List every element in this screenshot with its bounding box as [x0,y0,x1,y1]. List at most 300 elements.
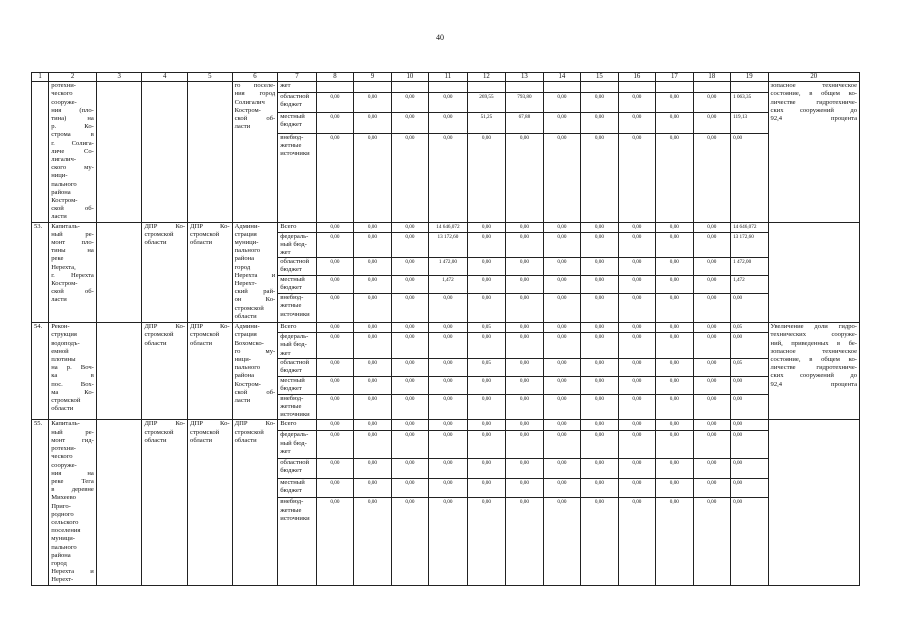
value-cell: 0,00 [467,333,506,359]
value-cell: 0,00 [618,113,655,134]
value-cell [391,82,428,92]
value-cell: 0,00 [543,358,580,376]
value-cell: 0,00 [316,323,353,333]
value-cell: 0,00 [581,431,618,459]
funding-source-cell: федераль- ный бюд- жет [278,333,317,359]
value-cell: 0,00 [731,294,768,323]
column-number-row [32,73,860,82]
result-cell [768,222,859,323]
value-cell: 0,00 [506,431,543,459]
funding-source-cell: местный бюджет [278,113,317,134]
value-cell: 0,00 [581,478,618,498]
value-cell: 0,00 [467,420,506,431]
value-cell [656,82,693,92]
value-cell: 0,00 [581,222,618,232]
value-cell: 0,00 [618,294,655,323]
customer-cell: ДПР Ко- стромской области [142,222,188,323]
funding-source-cell: жет [278,82,317,92]
value-cell: 0,00 [354,276,391,294]
value-cell: 0,00 [429,294,468,323]
value-cell: 0,00 [354,222,391,232]
empty-cell [96,420,142,585]
column-number: 16 [618,73,655,82]
value-cell: 0,00 [316,232,353,258]
value-cell: 0,00 [316,498,353,585]
value-cell: 0,00 [618,133,655,222]
value-cell [429,82,468,92]
value-cell: 0,00 [656,276,693,294]
value-cell: 0,00 [429,376,468,394]
value-cell: 0,00 [429,420,468,431]
value-cell: 0,00 [656,498,693,585]
value-cell: 0,00 [506,232,543,258]
value-cell: 0,00 [656,478,693,498]
value-cell: 0,00 [316,478,353,498]
column-number: 10 [391,73,428,82]
value-cell: 0,00 [506,294,543,323]
value-cell: 0,00 [543,92,580,113]
value-cell: 0,00 [354,459,391,479]
value-cell: 0,00 [618,459,655,479]
value-cell: 0,00 [618,333,655,359]
value-cell: 0,00 [618,276,655,294]
value-cell: 0,00 [506,258,543,276]
value-cell: 0,00 [316,222,353,232]
value-cell: 0,00 [354,376,391,394]
funding-source-cell: Всего [278,420,317,431]
value-cell: 0,00 [618,358,655,376]
recipient-cell: ДПР Ко- стромской области [232,420,278,585]
value-cell: 0,00 [731,376,768,394]
executor-cell: ДПР Ко- стромской области [188,323,233,420]
value-cell: 0,00 [506,358,543,376]
value-cell: 0,00 [354,294,391,323]
value-cell: 0,00 [693,294,730,323]
value-cell: 0,00 [467,394,506,420]
funding-source-cell: внебюд- жетные источники [278,133,317,222]
executor-cell: ДПР Ко- стромской области [188,222,233,323]
empty-cell [96,82,142,222]
empty-cell [96,222,142,323]
value-cell: 0,00 [731,478,768,498]
table-row [32,323,860,333]
funding-source-cell: областной бюджет [278,258,317,276]
value-cell: 0,00 [693,498,730,585]
value-cell: 1,472 [429,276,468,294]
value-cell: 269,55 [467,92,506,113]
value-cell: 0,00 [506,420,543,431]
value-cell: 0,00 [391,431,428,459]
funding-source-cell: федераль- ный бюд- жет [278,431,317,459]
value-cell: 0,00 [391,133,428,222]
value-cell: 0,00 [467,294,506,323]
value-cell: 0,00 [618,232,655,258]
value-cell: 0,00 [429,323,468,333]
value-cell: 0,00 [543,376,580,394]
value-cell: 0,00 [731,333,768,359]
column-number: 19 [731,73,768,82]
value-cell: 0,00 [543,420,580,431]
value-cell [581,82,618,92]
value-cell: 0,00 [391,222,428,232]
value-cell: 0,00 [429,333,468,359]
funding-source-cell: областной бюджет [278,459,317,479]
customer-cell: ДПР Ко- стромской области [142,323,188,420]
funding-source-cell: Всего [278,222,317,232]
page-number: 40 [436,33,444,42]
value-cell: 0,00 [316,431,353,459]
value-cell: 0,00 [467,222,506,232]
recipient-cell: го поселе- ния город Солигалич Костром- ской об- ласти [232,82,278,222]
column-number: 7 [278,73,317,82]
value-cell: 0,00 [543,113,580,134]
value-cell: 14 646,072 [731,222,768,232]
object-name-cell: Капиталь- ный ре- монт гид- ротехни- ческого сооруже- ния на реке Тега в деревне Михеево Приго- родного сельского поселения муници- пального района город Нерехта и Нерехт- [49,420,97,585]
value-cell: 0,00 [316,276,353,294]
value-cell: 0,00 [354,394,391,420]
value-cell: 0,00 [391,420,428,431]
funding-source-cell: Всего [278,323,317,333]
value-cell: 0,00 [506,478,543,498]
funding-table [31,72,860,586]
value-cell: 0,00 [581,498,618,585]
value-cell: 0,00 [731,459,768,479]
funding-source-cell: местный бюджет [278,276,317,294]
value-cell [693,82,730,92]
value-cell: 0,00 [693,222,730,232]
recipient-cell: Админи- страция муници- пального района город Нерехта и Нерехт- ский рай- он Ко- стромской области [232,222,278,323]
value-cell: 0,00 [467,276,506,294]
value-cell: 0,00 [316,294,353,323]
value-cell: 0,00 [581,92,618,113]
value-cell: 0,00 [581,323,618,333]
value-cell: 13 172,60 [731,232,768,258]
column-number: 12 [467,73,506,82]
value-cell: 0,00 [581,376,618,394]
value-cell: 0,00 [731,498,768,585]
column-number: 15 [581,73,618,82]
column-number: 1 [32,73,49,82]
value-cell: 0,00 [467,478,506,498]
value-cell: 0,00 [656,394,693,420]
value-cell: 0,00 [467,376,506,394]
value-cell: 0,00 [656,376,693,394]
value-cell: 0,00 [467,232,506,258]
value-cell: 1 063,35 [731,92,768,113]
value-cell: 0,05 [731,323,768,333]
column-number: 18 [693,73,730,82]
value-cell: 51,25 [467,113,506,134]
value-cell: 0,00 [543,133,580,222]
value-cell: 0,00 [656,133,693,222]
value-cell: 0,00 [581,459,618,479]
value-cell: 1 472,00 [731,258,768,276]
value-cell: 0,00 [581,276,618,294]
value-cell [354,82,391,92]
value-cell: 0,00 [506,323,543,333]
value-cell: 0,00 [429,478,468,498]
value-cell: 0,00 [656,420,693,431]
value-cell: 0,00 [618,420,655,431]
value-cell: 0,00 [506,333,543,359]
value-cell: 0,00 [316,333,353,359]
value-cell: 0,00 [391,276,428,294]
customer-cell: ДПР Ко- стромской области [142,420,188,585]
value-cell: 0,00 [506,376,543,394]
empty-cell [142,82,188,222]
value-cell: 0,00 [581,420,618,431]
value-cell: 0,00 [391,333,428,359]
value-cell [316,82,353,92]
value-cell: 793,80 [506,92,543,113]
value-cell: 0,05 [467,323,506,333]
value-cell: 0,00 [656,232,693,258]
value-cell: 0,00 [354,92,391,113]
value-cell: 0,00 [618,394,655,420]
value-cell: 0,00 [506,459,543,479]
value-cell: 0,00 [656,459,693,479]
value-cell: 67,88 [506,113,543,134]
value-cell: 0,00 [316,459,353,479]
value-cell: 0,00 [354,358,391,376]
value-cell: 0,00 [731,133,768,222]
value-cell: 14 646,072 [429,222,468,232]
value-cell: 0,00 [391,232,428,258]
column-number: 2 [49,73,97,82]
column-number: 5 [188,73,233,82]
table-row [32,82,860,92]
value-cell: 0,00 [618,323,655,333]
value-cell: 119,13 [731,113,768,134]
value-cell: 0,00 [391,258,428,276]
value-cell: 0,00 [391,323,428,333]
value-cell: 0,00 [656,323,693,333]
value-cell: 0,00 [429,431,468,459]
value-cell: 0,00 [543,323,580,333]
value-cell: 0,00 [506,133,543,222]
object-name-cell: ротехни- ческого сооруже- ния (пло- тина) на р. Ко- строма в г. Солига- личе Со- лигалич- ского му- ници- пального района Костром- ской об- ласти [49,82,97,222]
funding-source-cell: внебюд- жетные источники [278,394,317,420]
value-cell: 1,472 [731,276,768,294]
value-cell: 0,00 [429,113,468,134]
value-cell: 0,00 [467,133,506,222]
row-number-cell: 55. [32,420,49,585]
value-cell [543,82,580,92]
value-cell: 0,00 [656,431,693,459]
value-cell: 0,00 [506,222,543,232]
value-cell: 0,00 [731,431,768,459]
value-cell: 0,00 [354,420,391,431]
object-name-cell: Рекон- струкция водоподъ- емной плотины на р. Воч- ка в пос. Вох- ма Ко- стромской области [49,323,97,420]
value-cell [506,82,543,92]
value-cell: 0,00 [391,376,428,394]
value-cell: 0,00 [543,258,580,276]
value-cell: 0,00 [693,333,730,359]
value-cell: 0,00 [543,431,580,459]
value-cell [467,82,506,92]
value-cell: 0,00 [354,232,391,258]
value-cell: 0,00 [543,478,580,498]
result-cell [768,420,859,585]
column-number: 14 [543,73,580,82]
value-cell: 0,00 [506,498,543,585]
value-cell: 0,00 [429,133,468,222]
value-cell: 0,00 [581,358,618,376]
column-number: 3 [96,73,142,82]
value-cell: 0,00 [693,358,730,376]
result-cell: Увеличение доли гидро- технических сооруже- ний, приведенных в бе- зопасное техническое состояние, в общем ко- личестве гидротехниче- ских сооружений до 92,4 процента [768,323,859,420]
value-cell: 0,00 [656,258,693,276]
value-cell: 0,00 [391,294,428,323]
value-cell: 0,00 [693,133,730,222]
value-cell: 0,00 [506,394,543,420]
value-cell: 0,00 [354,258,391,276]
value-cell: 0,00 [693,113,730,134]
value-cell: 0,00 [354,498,391,585]
value-cell: 0,00 [693,232,730,258]
value-cell: 0,00 [467,459,506,479]
table-row [32,420,860,431]
table-body [32,73,860,586]
value-cell: 0,00 [354,431,391,459]
value-cell: 0,00 [581,258,618,276]
value-cell: 0,00 [581,133,618,222]
column-number: 8 [316,73,353,82]
value-cell: 0,00 [391,498,428,585]
value-cell: 0,00 [581,232,618,258]
value-cell: 0,00 [316,358,353,376]
value-cell: 0,00 [543,333,580,359]
result-cell: зопасное техническое состояние, в общем ко- личестве гидротехниче- ских сооружений до 92,4 процента [768,82,859,222]
value-cell: 0,00 [543,276,580,294]
value-cell: 0,00 [693,394,730,420]
value-cell: 0,00 [506,276,543,294]
value-cell: 0,00 [693,420,730,431]
value-cell: 0,00 [731,394,768,420]
value-cell: 0,00 [543,232,580,258]
value-cell: 0,00 [316,376,353,394]
value-cell: 0,00 [543,498,580,585]
value-cell: 0,00 [618,478,655,498]
funding-source-cell: внебюд- жетные источники [278,498,317,585]
column-number: 17 [656,73,693,82]
funding-source-cell: внебюд- жетные источники [278,294,317,323]
recipient-cell: Админи- страция Вохомско- го му- ници- пального района Костром- ской об- ласти [232,323,278,420]
column-number: 20 [768,73,859,82]
value-cell: 0,00 [354,133,391,222]
value-cell: 0,00 [618,92,655,113]
value-cell: 0,00 [693,276,730,294]
value-cell: 0,00 [731,420,768,431]
value-cell: 0,00 [656,92,693,113]
value-cell: 0,00 [581,113,618,134]
value-cell: 0,00 [391,394,428,420]
value-cell: 0,00 [391,92,428,113]
value-cell: 0,00 [618,258,655,276]
value-cell: 0,00 [543,459,580,479]
value-cell: 0,00 [693,92,730,113]
value-cell: 0,00 [391,478,428,498]
column-number: 13 [506,73,543,82]
value-cell: 1 472,00 [429,258,468,276]
funding-source-cell: федераль- ный бюд- жет [278,232,317,258]
funding-source-cell: местный бюджет [278,478,317,498]
value-cell: 0,00 [429,498,468,585]
value-cell: 0,00 [656,222,693,232]
value-cell: 0,00 [693,323,730,333]
value-cell: 0,00 [429,92,468,113]
value-cell: 0,00 [467,498,506,585]
value-cell: 0,00 [581,333,618,359]
funding-source-cell: местный бюджет [278,376,317,394]
value-cell: 0,00 [693,459,730,479]
value-cell: 0,00 [618,498,655,585]
value-cell: 0,00 [316,394,353,420]
value-cell: 0,00 [316,133,353,222]
value-cell: 0,00 [543,222,580,232]
value-cell: 0,00 [656,333,693,359]
value-cell: 0,00 [354,478,391,498]
value-cell: 0,00 [467,431,506,459]
value-cell: 0,00 [391,113,428,134]
row-number-cell: 53. [32,222,49,323]
value-cell: 0,05 [467,358,506,376]
object-name-cell: Капиталь- ный ре- монт пло- тины на реке Нерехта, г. Нерехта Костром- ской об- ласти [49,222,97,323]
value-cell: 0,00 [429,358,468,376]
column-number: 6 [232,73,278,82]
value-cell: 0,00 [429,394,468,420]
funding-source-cell: областной бюджет [278,92,317,113]
value-cell: 0,00 [656,294,693,323]
value-cell: 0,00 [693,258,730,276]
value-cell: 0,00 [316,92,353,113]
column-number: 4 [142,73,188,82]
executor-cell: ДПР Ко- стромской области [188,420,233,585]
value-cell: 0,00 [391,358,428,376]
value-cell: 0,00 [316,113,353,134]
value-cell: 0,00 [354,333,391,359]
value-cell: 0,00 [618,431,655,459]
value-cell: 0,00 [543,394,580,420]
value-cell: 0,00 [693,478,730,498]
table-row [32,222,860,232]
column-number: 11 [429,73,468,82]
value-cell: 13 172,60 [429,232,468,258]
value-cell: 0,00 [316,258,353,276]
value-cell: 0,00 [354,323,391,333]
funding-source-cell: областной бюджет [278,358,317,376]
value-cell: 0,00 [618,222,655,232]
value-cell: 0,00 [656,113,693,134]
value-cell: 0,00 [429,459,468,479]
empty-cell [96,323,142,420]
value-cell: 0,00 [316,420,353,431]
row-number-cell [32,82,49,222]
value-cell: 0,00 [467,258,506,276]
row-number-cell: 54. [32,323,49,420]
column-number: 9 [354,73,391,82]
value-cell: 0,00 [618,376,655,394]
value-cell: 0,05 [731,358,768,376]
value-cell: 0,00 [656,358,693,376]
value-cell [618,82,655,92]
empty-cell [188,82,233,222]
value-cell: 0,00 [581,294,618,323]
value-cell: 0,00 [581,394,618,420]
value-cell [731,82,768,92]
value-cell: 0,00 [693,431,730,459]
value-cell: 0,00 [543,294,580,323]
